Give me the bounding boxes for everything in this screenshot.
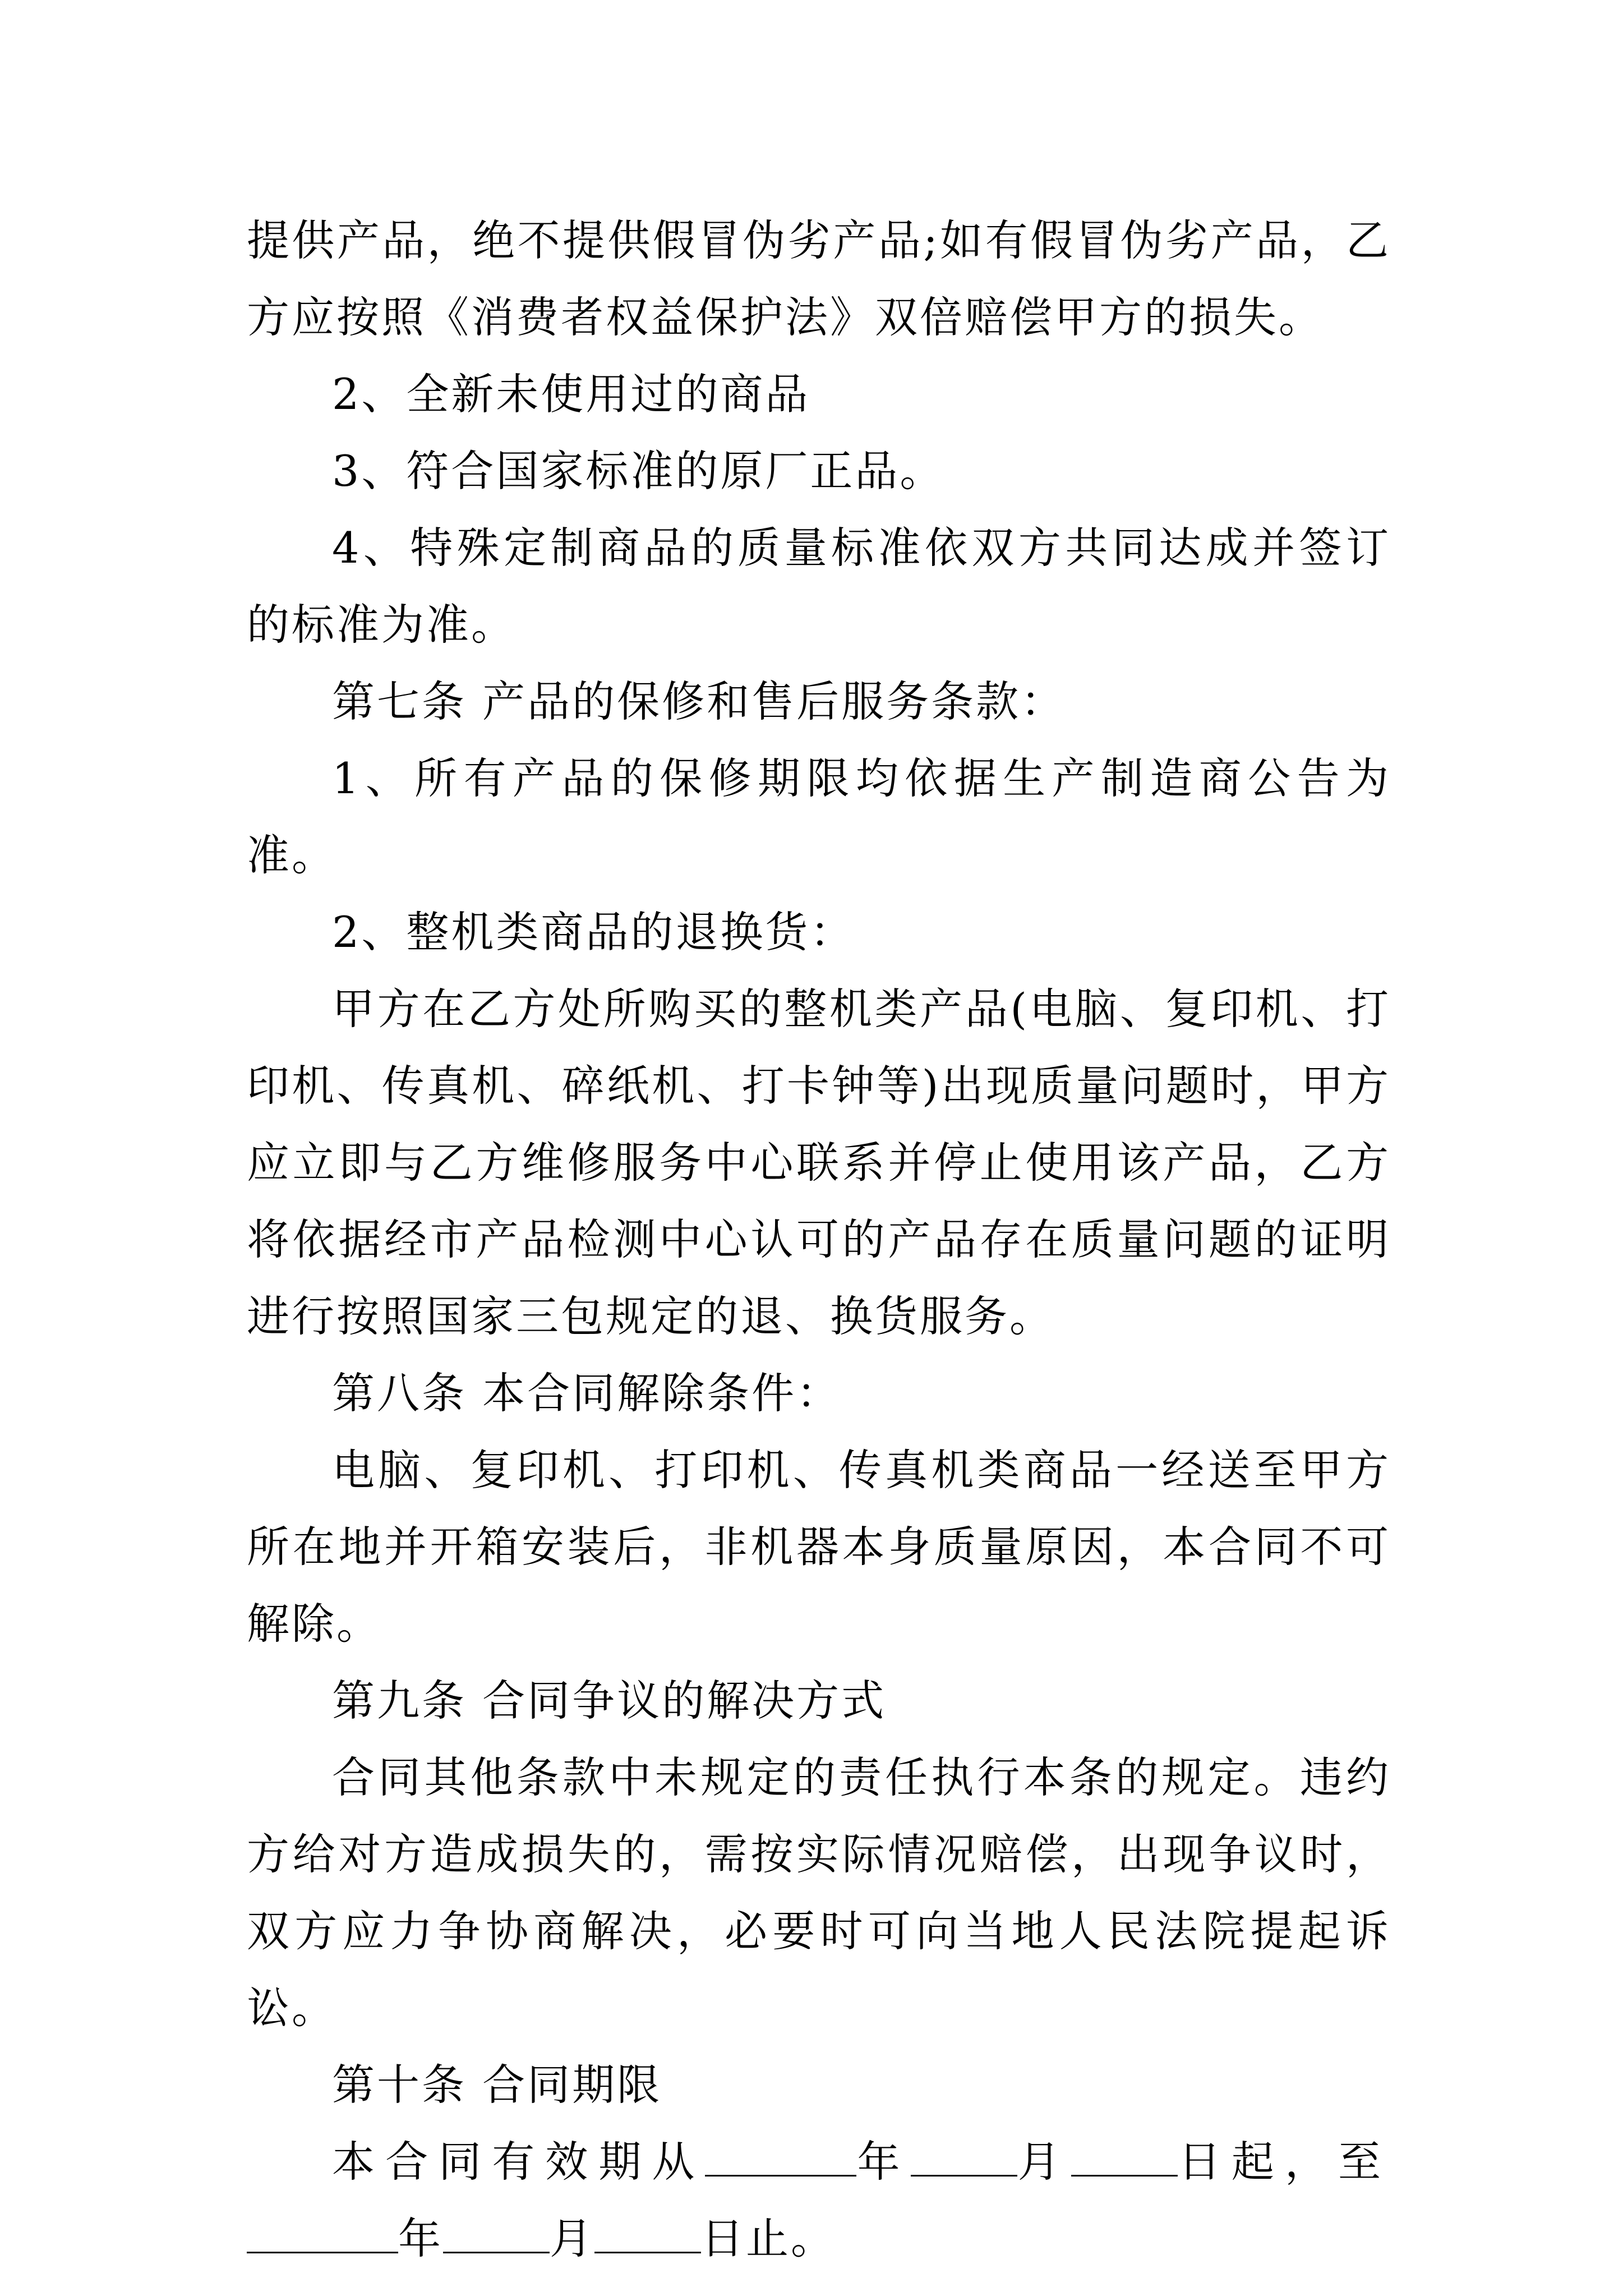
term-year-label: 年 — [856, 2137, 911, 2187]
paragraph-dispute: 合同其他条款中未规定的责任执行本条的规定。违约方给对方造成损失的，需按实际情况赔偿，出现争议时，双方应力争协商解决，必要时可向当地人民法院提起诉讼。 — [247, 1752, 1391, 2033]
article-8-heading: 第八条 本合同解除条件： — [332, 1368, 842, 1418]
term-day-to-label: 日止。 — [701, 2214, 836, 2263]
end-month-label: 月 — [550, 2214, 594, 2263]
paragraph-termination: 电脑、复印机、打印机、传真机类商品一经送至甲方所在地并开箱安装后，非机器本身质量原因，本合同不可解除。 — [247, 1445, 1391, 1649]
paragraph-product-quality: 提供产品，绝不提供假冒伪劣产品;如有假冒伪劣产品，乙方应按照《消费者权益保护法》双倍赔偿甲方的损失。 — [247, 215, 1391, 342]
paragraph-machine-quality: 甲方在乙方处所购买的整机类产品(电脑、复印机、打印机、传真机、碎纸机、打卡钟等)出现质量问题时，甲方应立即与乙方维修服务中心联系并停止使用该产品，乙方将依据经市产品检测中心认可的产品存在质量问题的证明进行按照国家三包规定的退、换货服务。 — [247, 984, 1391, 1341]
document-body — [247, 202, 1391, 2277]
clause-new-unused: 2、全新未使用过的商品 — [332, 369, 810, 419]
term-month-label: 月 — [1017, 2137, 1071, 2187]
end-day-blank — [594, 2212, 701, 2253]
start-month-blank — [911, 2136, 1017, 2177]
end-year-blank — [247, 2212, 398, 2253]
paragraph-contract-term — [247, 2123, 1391, 2200]
article-10-heading: 第十条 合同期限 — [332, 2060, 662, 2110]
end-year-label: 年 — [398, 2214, 443, 2263]
end-month-blank — [443, 2212, 550, 2253]
start-year-blank — [705, 2136, 856, 2177]
start-day-blank — [1071, 2136, 1178, 2177]
term-day-from-label: 日起，至 — [1177, 2137, 1391, 2187]
clause-custom-standard: 4、特殊定制商品的质量标准依双方共同达成并签订的标准为准。 — [247, 523, 1391, 650]
clause-warranty-period: 1、所有产品的保修期限均依据生产制造商公告为准。 — [247, 753, 1391, 880]
paragraph-contract-term-end — [247, 2200, 1391, 2277]
term-prefix: 本合同有效期从 — [332, 2137, 706, 2187]
clause-return-exchange: 2、整机类商品的退换货： — [332, 907, 855, 957]
article-9-heading: 第九条 合同争议的解决方式 — [332, 1676, 887, 1726]
clause-national-standard: 3、符合国家标准的原厂正品。 — [332, 446, 945, 496]
article-7-heading: 第七条 产品的保修和售后服务条款： — [332, 677, 1066, 726]
